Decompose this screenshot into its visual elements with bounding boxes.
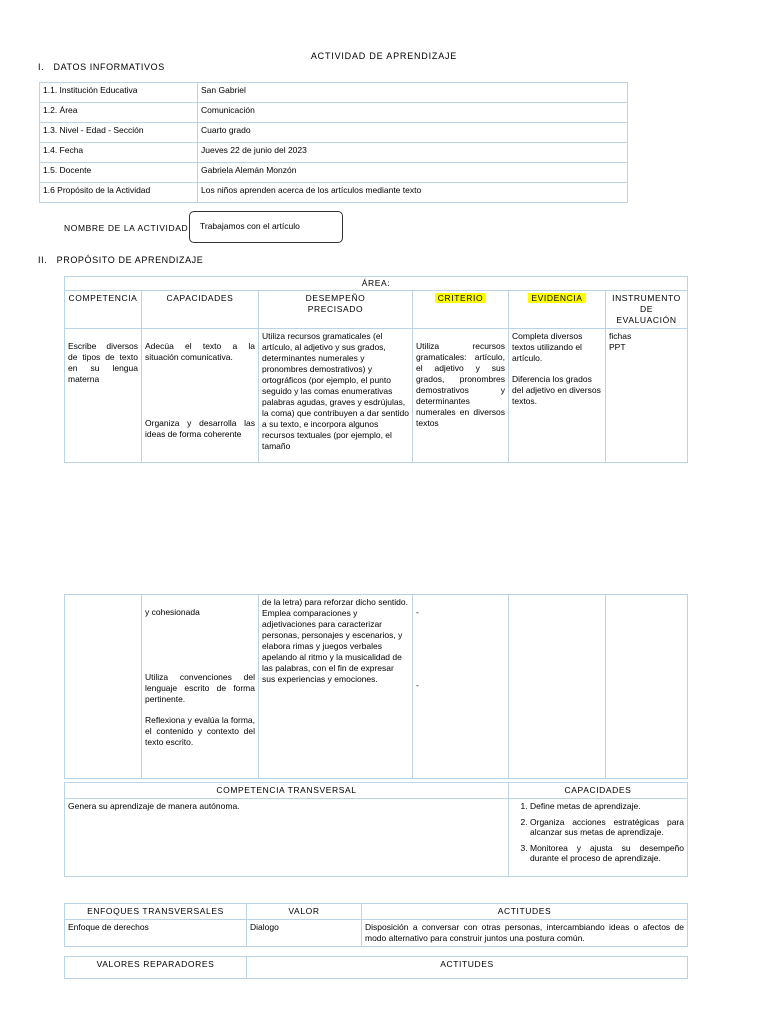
activity-name-label: NOMBRE DE LA ACTIVIDAD	[64, 223, 189, 233]
competencia-cell: Escribe diversos de tipos de texto en su lengua materna	[65, 329, 142, 463]
criterio-dash: -	[416, 607, 419, 617]
transversal-table	[64, 782, 688, 877]
actitud-cell: Disposición a conversar con otras personas, intercambiando ideas o afectos de modo alternativo para construir juntos una postura común.	[362, 920, 688, 947]
info-value: Gabriela Alemán Monzón	[198, 163, 628, 183]
valores-header: VALORES REPARADORES	[65, 957, 247, 979]
capacidad-list-item: 2. Organiza acciones estratégicas para alcanzar sus metas de aprendizaje.	[530, 817, 684, 837]
info-table	[39, 82, 628, 203]
section-2-label: PROPÓSITO DE APRENDIZAJE	[56, 255, 204, 265]
transversal-competencia: Genera su aprendizaje de manera autónoma.	[65, 799, 509, 877]
info-value: Comunicación	[198, 103, 628, 123]
enfoques-header: ENFOQUES TRANSVERSALES	[65, 904, 247, 920]
desempeno-cell: de la letra) para reforzar dicho sentido. Emplea comparaciones y adjetivaciones para caracterizar personas, personajes y escenarios, y elabora rimas y juegos verbales apelando al ritmo y la musicalidad de las palabras, con el fin de expresar sus experiencias y emociones.	[259, 595, 413, 779]
evidencia-item: Completa diversos textos utilizando el artículo.	[512, 331, 583, 363]
capacidad-item: Organiza y desarrolla las ideas de forma coherente	[145, 418, 255, 439]
evidencia-item: Diferencia los grados del adjetivo en diversos textos.	[512, 374, 601, 406]
capacidad-list-item: 3. Monitorea y ajusta su desempeño durante el proceso de aprendizaje.	[530, 843, 684, 863]
purpose-table	[64, 276, 688, 463]
section-1-heading	[38, 62, 165, 72]
page-title: ACTIVIDAD DE APRENDIZAJE	[310, 51, 458, 61]
capacidad-item: Reflexiona y evalúa la forma, el contenido y contexto del texto escrito.	[145, 715, 255, 747]
section-2-heading	[38, 255, 203, 265]
criterio-highlight: CRITERIO	[435, 293, 486, 303]
actitudes-header: ACTITUDES	[362, 904, 688, 920]
enfoque-cell: Enfoque de derechos	[65, 920, 247, 947]
instrumento-cell	[606, 329, 688, 463]
evidencia-cell-empty	[509, 595, 606, 779]
capacidad-list-item: 1. Define metas de aprendizaje.	[530, 801, 684, 811]
enfoques-table	[64, 903, 688, 947]
valor-cell: Dialogo	[247, 920, 362, 947]
info-row	[40, 83, 628, 103]
info-value: San Gabriel	[198, 83, 628, 103]
capacidades-cell	[142, 329, 259, 463]
valores-actitudes-header: ACTITUDES	[247, 957, 688, 979]
header-desempeno	[259, 291, 413, 329]
activity-name-box: Trabajamos con el artículo	[189, 211, 343, 243]
section-1-label: DATOS INFORMATIVOS	[53, 62, 165, 72]
instrumento-item: PPT	[609, 342, 626, 352]
instrumento-cell-empty	[606, 595, 688, 779]
info-label: 1.5. Docente	[40, 163, 198, 183]
header-capacidades: CAPACIDADES	[142, 291, 259, 329]
header-instrumento-line: EVALUACIÓN	[616, 315, 677, 325]
section-2-numeral: II.	[38, 255, 48, 265]
purpose-table-continued	[64, 594, 688, 779]
capacidades-header-cell: CAPACIDADES	[509, 783, 688, 799]
header-evidencia	[509, 291, 606, 329]
section-1-numeral: I.	[38, 62, 45, 72]
info-value: Cuarto grado	[198, 123, 628, 143]
criterio-dash: -	[416, 680, 419, 690]
header-instrumento-line: INSTRUMENTO	[612, 293, 681, 303]
capacidades-list	[512, 801, 684, 863]
desempeno-cell: Utiliza recursos gramaticales (el artículo, al adjetivo y sus grados, determinantes numerales y pronombres demostrativos) y ortográficos (por ejemplo, el punto seguido y las comas enumerativas palabras agudas, graves y esdrújulas, la coma) que contribuyen a dar sentido a su texto, e incorpora algunos recursos textuales (por ejemplo, el tamaño	[259, 329, 413, 463]
info-label: 1.1. Institución Educativa	[40, 83, 198, 103]
header-competencia: COMPETENCIA	[65, 291, 142, 329]
info-label: 1.6 Propósito de la Actividad	[40, 183, 198, 203]
capacidad-item: y cohesionada	[145, 607, 200, 617]
instrumento-item: fichas	[609, 331, 632, 341]
info-row	[40, 123, 628, 143]
criterio-cell: Utiliza recursos gramaticales: artículo, el adjetivo y sus grados, pronombres demostrativos y determinantes numerales en diversos textos	[413, 329, 509, 463]
capacidades-cell	[142, 595, 259, 779]
info-label: 1.4. Fecha	[40, 143, 198, 163]
info-label: 1.3. Nivel - Edad - Sección	[40, 123, 198, 143]
info-row	[40, 163, 628, 183]
info-row	[40, 183, 628, 203]
header-criterio	[413, 291, 509, 329]
criterio-cell	[413, 595, 509, 779]
info-value: Jueves 22 de junio del 2023	[198, 143, 628, 163]
capacidad-item: Utiliza convenciones del lenguaje escrito de forma pertinente.	[145, 672, 255, 704]
header-instrumento-line: DE	[639, 304, 653, 314]
header-desempeno-line: PRECISADO	[307, 304, 364, 314]
valor-header: VALOR	[247, 904, 362, 920]
info-row	[40, 143, 628, 163]
evidencia-cell	[509, 329, 606, 463]
transversal-capacidades	[509, 799, 688, 877]
info-label: 1.2. Área	[40, 103, 198, 123]
header-desempeno-line: DESEMPEÑO	[305, 293, 366, 303]
info-value: Los niños aprenden acerca de los artículos mediante texto	[198, 183, 628, 203]
area-header: ÁREA:	[65, 277, 688, 291]
evidencia-highlight: EVIDENCIA	[528, 293, 585, 303]
header-instrumento	[606, 291, 688, 329]
capacidad-item: Adecúa el texto a la situación comunicativa.	[145, 341, 255, 362]
valores-table	[64, 956, 688, 979]
info-row	[40, 103, 628, 123]
transversal-header-cell: COMPETENCIA TRANSVERSAL	[65, 783, 509, 799]
competencia-cell-empty	[65, 595, 142, 779]
